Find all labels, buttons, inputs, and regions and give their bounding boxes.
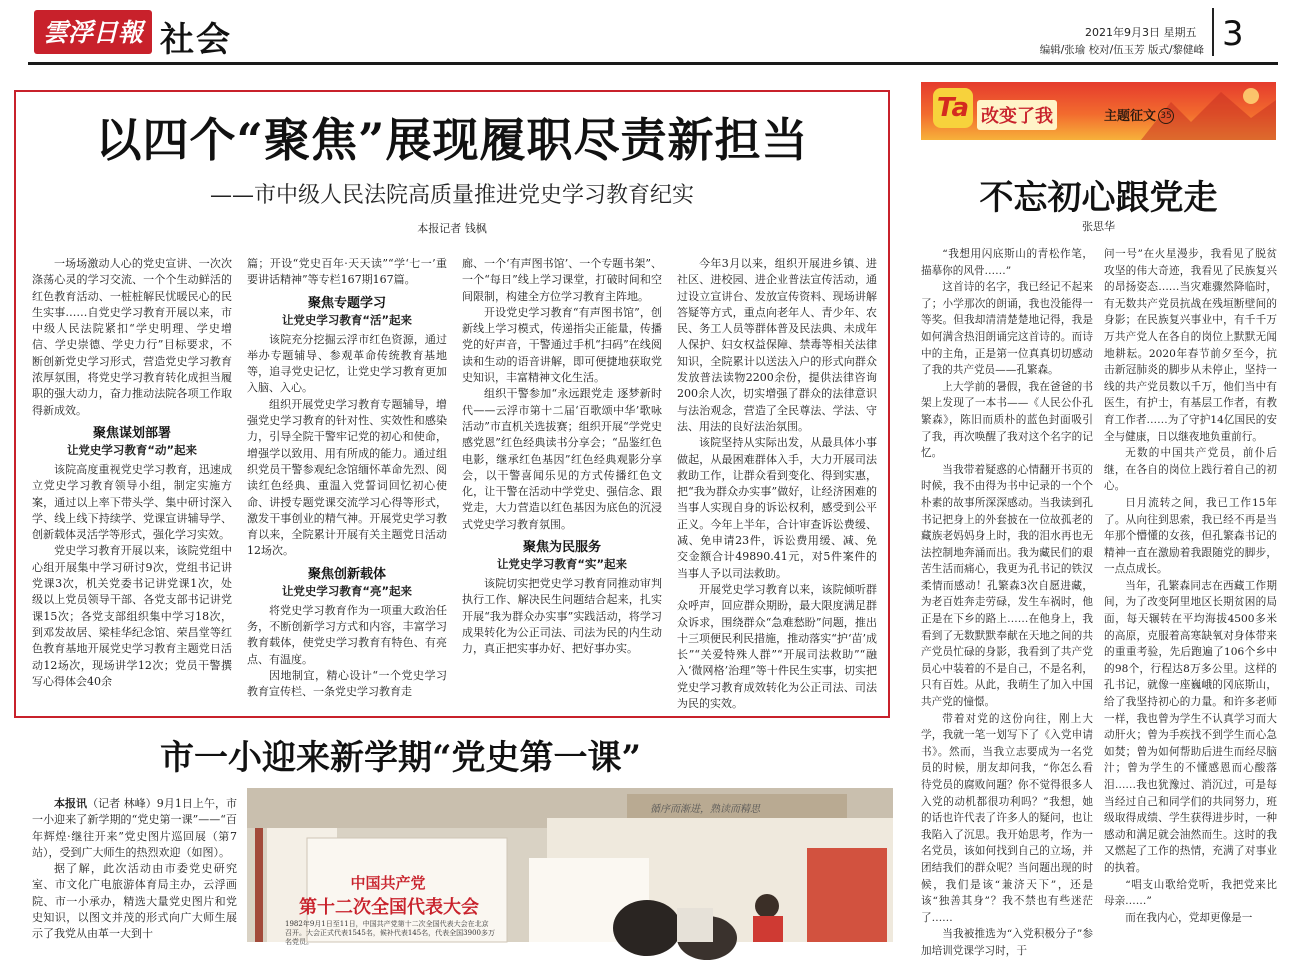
photo-board-caption: 1982年9月1日至11日，中国共产党第十二次全国代表大会在北京召开。大会正式代表1545名，候补代表145名，代表全国3900多万名党员。 xyxy=(285,920,495,946)
paragraph-text: （记者 林峰）9月1日上午，市一小迎来了新学期的“党史第一课”——“百年辉煌·继往开来”党史图片巡回展（第7站），受到广大师生的热烈欢迎（如图）。 xyxy=(32,797,237,859)
newspaper-logo xyxy=(34,10,152,54)
article-column-3 xyxy=(462,256,662,704)
news-lead-label: 本报讯 xyxy=(54,797,88,810)
paragraph: 开设党史学习教育“有声图书馆”，创新线上学习模式，传递指尖正能量，传播党的好声音，干警通过手机“扫码”在线阅读和生动的语音讲解，即可便捷地获取党史知识，丰富精神文化生活。 xyxy=(462,305,662,385)
section-subheading: 让党史学习教育“亮”起来 xyxy=(281,583,413,598)
paragraph: 当我带着疑惑的心情翻开书页的时候，我不由得为书中记录的一个个朴素的故事所深深感动。当我读到孔书记把身上的外套披在一位故孤老的藏族老妈妈身上时，我的泪水再也无法控制地奔涌而出。我为藏民们的艰苦生活而痛心，我更为孔书记的铁汉柔情而感动！孔繁森3次自愿进藏，为老百姓奔走劳碌，发生车祸时，他正是在下乡的路上……在他身上，我看到了无数默默奉献在天地之间的共产党员忙碌的身影，我看到了共产党员心中装着的不是自己，不是名利，只有百姓。从此，我萌生了加入中国共产党的憧憬。 xyxy=(921,463,1093,709)
photo-banner-text: 循序而渐进，熟读而精思 xyxy=(650,804,760,815)
paragraph: 篇；开设“党史百年·天天读”“学‘七一’重要讲话精神”等专栏167期167篇。 xyxy=(247,257,447,287)
logo-text: 雲浮日報 xyxy=(42,18,144,47)
paragraph: 当年，孔繁森同志在西藏工作期间，为了改变阿里地区长期贫困的局面，每天辗转在平均海拔4500多米的高原，克服着高寒缺氧对身体带来的重重考验，先后跑遍了106个乡中的98个，行程达8万多公里。这样的孔书记，就像一座巍峨的冈底斯山，给了我坚持初心的力量。和许多老师一样，我也曾为学生不认真学习而大动肝火；曾为手疾找不到学生而心急如焚；曾为如何帮助后进生而经尽脑汁；曾为学生的不懂感恩而心酸落泪……我也犹豫过、消沉过，可是每当经过自己和同学们的共同努力，班级取得成绩、学生获得进步时，一种感动和满足就会油然而生。这时的我又燃起了工作的热情，充满了对事业的执着。 xyxy=(1104,579,1277,874)
paragraph: 组织干警参加“永远跟党走 逐梦新时代——云浮市第十二届‘百歌颂中华’歌咏活动”市直机关选拔赛；组织开展“学党史 感党恩”红色经典读书分享会；“品鉴红色电影，继承红色基因”红色经典观影分享会，以干警喜闻乐见的方式传播红色文化，让干警在活动中学党史、强信念、跟党走，大力营造以红色基因为底色的沉浸式党史学习教育氛围。 xyxy=(462,387,662,531)
section-subheading: 让党史学习教育“动”起来 xyxy=(66,442,198,457)
section-subheading: 让党史学习教育“实”起来 xyxy=(496,557,628,572)
main-byline: 本报记者 钱枫 xyxy=(417,222,487,235)
banner-title: 改变了我 xyxy=(977,100,1057,130)
essay-column-2 xyxy=(1104,246,1277,942)
article-column-2 xyxy=(247,256,447,704)
paragraph: 该院高度重视党史学习教育，迅速成立党史学习教育领导小组，制定实施方案，通过以上率下带头学、集中研讨深入学、线上线下持续学、党课宣讲辅导学、创新载体灵活学等形式，强化学习实效。 xyxy=(32,462,232,542)
photo-board-subtitle: 第十二次全国代表大会 xyxy=(299,897,479,918)
banner-decoration xyxy=(921,82,1276,140)
paragraph: 当我被推选为“入党积极分子”参加培训党课学习时，于 xyxy=(921,928,1093,957)
section-subheading: 让党史学习教育“活”起来 xyxy=(281,312,413,327)
paragraph: 据了解，此次活动由市委党史研究室、市文化广电旅游体育局主办，云浮画院、市一小承办，精选大量党史图片和党史知识，以图文并茂的形式向广大师生展示了我党从由革一大到十 xyxy=(32,862,237,941)
paragraph: 这首诗的名字，我已经记不起来了；小学那次的朗诵，我也没能得一等奖。但我却清清楚楚地记得，我是如何满含热泪朗诵完这首诗的。而诗中的主角，正是第一位真真切切感动了我的共产党员——孔繁森。 xyxy=(921,281,1093,377)
paragraph: 该院坚持从实际出发，从最具体小事做起，从最困难群体入手，大力开展司法救助工作，让群众看到变化、得到实惠，把“我为群众办实事”做好，让经济困难的当事人实现自身的诉讼权利，感受到公平正义。今年上半年，合计审查诉讼费缓、减、免申请23件，诉讼费用缓、减、免交金额合计49890.41元，对5件案件的当事人予以司法救助。 xyxy=(677,436,877,580)
paragraph: 上大学前的暑假，我在爸爸的书架上发现了一本书——《人民公仆孔繁森》，陈旧而质朴的蓝色封面吸引了我，再次唤醒了我对这个名字的记忆。 xyxy=(921,380,1093,460)
banner-subtitle: 主题征文 xyxy=(1104,109,1157,124)
paragraph: 将党史学习教育作为一项重大政治任务，不断创新学习方式和内容，丰富学习教育载体，使党史学习教育有特色、有亮点、有温度。 xyxy=(247,603,447,666)
essay-banner xyxy=(921,82,1276,140)
paragraph: 今年3月以来，组织开展进乡镇、进社区、进校园、进企业普法宣传活动，通过设立宣讲台、发放宣传资料、现场讲解答疑等方式，重点向老年人、青少年、农民、务工人员等群体普及民法典、未成年人保护、妇女权益保障、禁毒等相关法律知识，全院累计以送法入户的形式向群众发放普法读物2200余份，提供法律咨询200余人次，切实增强了群众的法律意识与法治观念，营造了全民尊法、学法、守法、用法的良好法治氛围。 xyxy=(677,257,877,433)
essay-column-1 xyxy=(921,246,1093,957)
paragraph: “唱支山歌给党听，我把党来比母亲……” xyxy=(1104,878,1277,908)
paragraph: 而在我内心，党却更像是一 xyxy=(1125,911,1253,924)
section-heading: 聚焦为民服务 xyxy=(522,540,601,556)
article-column-1 xyxy=(32,256,232,704)
banner-issue-number: 35 xyxy=(1158,108,1174,124)
paragraph: 该院充分挖掘云浮市红色资源，通过举办专题辅导、参观革命传统教育基地等，追寻党史记忆，让党史学习教育更加入脑、入心。 xyxy=(247,332,447,395)
page-number: 3 xyxy=(1222,14,1244,54)
page-number-divider xyxy=(1212,8,1214,56)
paragraph: 该院切实把党史学习教育同推动审判执行工作、解决民生问题结合起来，扎实开展“我为群众办实事”实践活动，将学习成果转化为公正司法、司法为民的内生动力，真正把实事办好、把好事办实。 xyxy=(462,577,662,656)
paragraph: “我想用闪底斯山的青松作笔，描摹你的风骨……” xyxy=(921,248,1093,277)
issue-date: 2021年9月3日 星期五 xyxy=(1085,26,1197,39)
paragraph: 因地制宜，精心设计“一个党史学习教育宣传栏、一条党史学习教育走 xyxy=(247,668,447,699)
section-heading: 聚焦专题学习 xyxy=(307,295,386,311)
editor-credits: 编辑/张瑜 校对/伍玉芳 版式/黎健峰 xyxy=(1039,44,1204,56)
banner-ta-badge: Ta xyxy=(933,88,973,128)
section-heading: 聚焦创新载体 xyxy=(307,566,386,582)
essay-headline: 不忘初心跟党走 xyxy=(979,178,1218,218)
section-title: 社会 xyxy=(160,20,232,60)
paragraph: 无数的中国共产党员，前仆后继，在各自的岗位上践行着自己的初心。 xyxy=(1104,447,1277,493)
paragraph: 组织开展党史学习教育专题辅导，增强党史学习教育的针对性、实效性和感染力，引导全院干警牢记党的初心和使命，增强学以致用、用有所成的能力。通过组织党员干警参观纪念馆缅怀革命先烈、阅读红色经典、重温入党誓词回忆初心使命、讲授专题党课交流学习心得等形式，激发干事创业的精气神。开展党史学习教育以来，全院累计开展有关主题党日活动12场次。 xyxy=(247,397,447,558)
paragraph xyxy=(32,796,237,861)
second-article-column xyxy=(32,796,237,942)
logo-mark xyxy=(34,10,152,54)
second-headline: 市一小迎来新学期“党史第一课” xyxy=(160,738,642,778)
section-heading: 聚焦谋划部署 xyxy=(92,425,171,441)
paragraph: 带着对党的这份向往，刚上大学，我就一笔一划写下了《入党申请书》。然而，当我立志要成为一名党员的时候，朋友却问我，“你怎么看待党员的腐败问题？你不觉得很多人入党的动机都很功利吗？”我想，她的话也许代表了许多人的疑问，也让我陷入了沉思。我开始思考，作为一名党员，该如何找到自己的立场，并团结我们的群众呢？当问题出现的时候，我们是该“兼济天下”，还是该“独善其身”？我不禁也有些迷茫了…… xyxy=(921,712,1093,924)
paragraph: 一场场激动人心的党史宣讲、一次次涤荡心灵的学习交流、一个个生动鲜活的红色教育活动、一桩桩解民忧暖民心的民生实事……自党史学习教育开展以来，市中级人民法院紧扣“学史明理、学史增信、学史崇德、学史力行”目标要求，不断创新党史学习形式，营造党史学习教育浓厚氛围，将党史学习教育转化成担当履职的强大动力，奋力推动法院各项工作取得新成效。 xyxy=(32,257,232,417)
paragraph: 廊、一个‘有声图书馆’、一个专题书架”、一个“每日”线上学习课堂，打破时间和空间限制，构建全方位学习教育主阵地。 xyxy=(462,257,662,303)
main-headline: 以四个“聚焦”展现履职尽责新担当 xyxy=(95,113,809,167)
masthead-rule xyxy=(28,62,1278,65)
paragraph: 开展党史学习教育以来，该院倾听群众呼声，回应群众期盼，最大限度满足群众诉求，围绕群众“急难愁盼”问题，推出十三项便民利民措施，推动落实“护‘苗’成长”“关爱特殊人群”“开展司法救助”“融入‘微网格’治理”等十件民生实事，切实把党史学习教育成效转化为公正司法、司法为民的实效。 xyxy=(677,582,877,711)
paragraph: 日月流转之间，我已工作15年了。从向往到思索，我已经不再是当年那个懵懂的女孩，但孔繁森书记的精神一直在激励着我跟随党的脚步，一点点成长。 xyxy=(1104,496,1277,576)
essay-author: 张思华 xyxy=(1082,220,1115,233)
article-column-4 xyxy=(677,256,877,711)
photo-board-title: 中国共产党 xyxy=(350,874,426,892)
paragraph: 问一号”在火星漫步，我看见了脱贫攻坚的伟大奇迹，我看见了民族复兴的昂扬姿态……当灾难骤然降临时，有无数共产党员抗战在残垣断壁间的身影；在民族复兴事业中，有千千万万共产党人在各自的岗位上默默无闻地耕耘。2020年春节前夕至今，抗击新冠肺炎的脚步从未停止，坚持一线的共产党员数以千万，他们当中有医生，有护士，有基层工作者，有教育工作者……为了守护14亿国民的安全与健康，日以继夜地负重前行。 xyxy=(1104,248,1277,443)
paragraph: 党史学习教育开展以来，该院党组中心组开展集中学习研讨9次，党组书记讲党课3次，机关党委书记讲党课1次，处级以上党员领导干部、各党支部书记讲党课15次；各党支部组织集中学习18次，到邓发故居、梁桂华纪念馆、荣昌堂等红色教育基地开展党史学习教育主题党日活动12场次，现场讲学12次；党员干警撰写心得体会40余 xyxy=(32,544,232,688)
main-subheadline: ——市中级人民法院高质量推进党史学习教育纪实 xyxy=(209,183,694,208)
